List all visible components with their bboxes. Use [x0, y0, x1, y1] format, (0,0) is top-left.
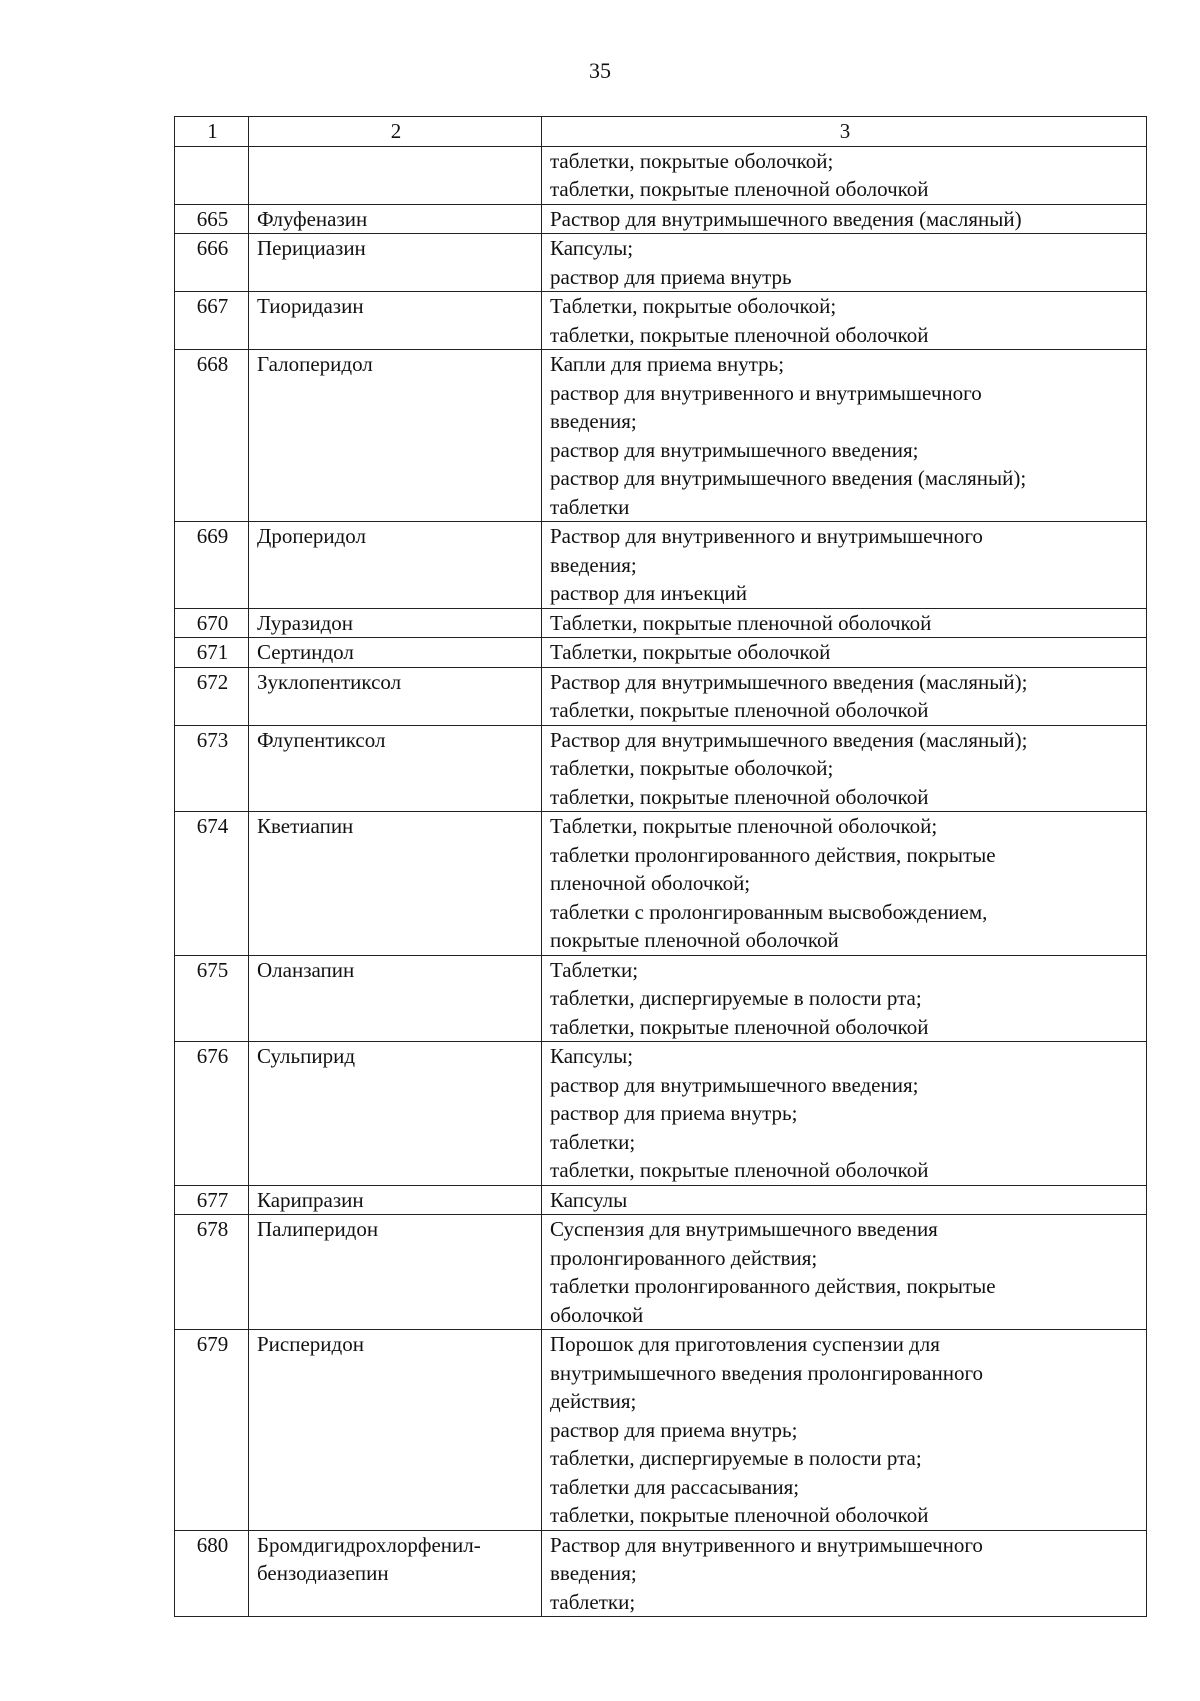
table-row — [175, 234, 1147, 292]
column-header-name: 2 — [249, 117, 542, 147]
dosage-form-line: таблетки; — [550, 1589, 636, 1614]
dosage-form-line: Суспензия для внутримышечного введения — [550, 1217, 938, 1241]
drug-name-cell — [249, 608, 542, 638]
dosage-forms-cell — [542, 1530, 1147, 1617]
drug-name-cell — [249, 522, 542, 609]
table-header-row — [175, 117, 1147, 147]
table-row — [175, 608, 1147, 638]
dosage-form-line: таблетки, покрытые оболочкой; — [550, 148, 834, 173]
drug-name-cell — [249, 234, 542, 292]
dosage-form-line: Таблетки, покрытые оболочкой; — [550, 294, 837, 318]
row-number: 676 — [175, 1042, 249, 1186]
dosage-form-line: пленочной оболочкой; — [550, 871, 751, 895]
drug-name: Тиоридазин — [257, 294, 364, 318]
table-row — [175, 204, 1147, 234]
dosage-forms-cell — [542, 667, 1147, 725]
dosage-forms-cell — [542, 234, 1147, 292]
drug-name — [257, 147, 535, 176]
dosage-form-line: Капли для приема внутрь; — [550, 352, 785, 376]
dosage-form-line: Таблетки, покрытые пленочной оболочкой — [550, 610, 932, 635]
dosage-form-line: раствор для внутривенного и внутримышечного — [550, 380, 982, 405]
drug-name-cell — [249, 812, 542, 956]
dosage-form-line: таблетки, покрытые пленочной оболочкой — [550, 698, 929, 722]
dosage-form-line: покрытые пленочной оболочкой — [550, 928, 839, 952]
dosage-forms-cell — [542, 812, 1147, 956]
drug-name: Зуклопентиксол — [257, 669, 402, 694]
column-header-number: 1 — [175, 117, 249, 147]
dosage-form-line: таблетки с пролонгированным высвобождением, — [550, 899, 988, 924]
row-number: 674 — [175, 812, 249, 956]
dosage-form-line: таблетки, покрытые пленочной оболочкой — [550, 1014, 929, 1039]
drug-name: бензодиазепин — [257, 1561, 389, 1585]
drug-name: Оланзапин — [257, 957, 355, 982]
drug-name-cell — [249, 292, 542, 350]
dosage-form-line: Раствор для внутримышечного введения (масляный) — [550, 206, 1022, 231]
dosage-form-line: таблетки пролонгированного действия, покрытые — [550, 1274, 996, 1298]
table-row — [175, 725, 1147, 812]
row-number: 679 — [175, 1330, 249, 1531]
dosage-form-line: таблетки, диспергируемые в полости рта; — [550, 1446, 922, 1470]
drug-name: Рисперидон — [257, 1332, 364, 1356]
dosage-form-line: Раствор для внутримышечного введения (масляный); — [550, 727, 1028, 752]
drug-name: Дроперидол — [257, 524, 367, 548]
row-number: 673 — [175, 725, 249, 812]
table-body — [175, 146, 1147, 1617]
dosage-form-line: Таблетки; — [550, 957, 639, 982]
drug-name-cell — [249, 1042, 542, 1186]
dosage-form-line: Капсулы — [550, 1187, 628, 1212]
table-row — [175, 812, 1147, 956]
table-row — [175, 1530, 1147, 1617]
table-row — [175, 1185, 1147, 1215]
row-number: 675 — [175, 955, 249, 1042]
dosage-form-line: таблетки, покрытые пленочной оболочкой — [550, 1503, 929, 1527]
table-row — [175, 292, 1147, 350]
row-number: 669 — [175, 522, 249, 609]
table-row — [175, 1042, 1147, 1186]
dosage-form-line: таблетки — [550, 494, 630, 519]
dosage-form-line: раствор для приема внутрь; — [550, 1101, 798, 1125]
dosage-forms-cell — [542, 955, 1147, 1042]
table-row — [175, 1330, 1147, 1531]
drug-name: Перициазин — [257, 236, 366, 260]
dosage-form-line: введения; — [550, 1561, 637, 1585]
drug-name-cell — [249, 1330, 542, 1531]
table-row — [175, 955, 1147, 1042]
drug-name: Кветиапин — [257, 814, 354, 838]
drug-name: Луразидон — [257, 610, 353, 635]
drug-name: Сульпирид — [257, 1044, 356, 1068]
dosage-form-line: Порошок для приготовления суспензии для — [550, 1332, 940, 1356]
dosage-form-line: Капсулы; — [550, 1044, 634, 1068]
row-number — [175, 146, 249, 204]
row-number: 677 — [175, 1185, 249, 1215]
row-number: 680 — [175, 1530, 249, 1617]
dosage-form-line: раствор для внутримышечного введения; — [550, 1072, 919, 1097]
dosage-form-line: Раствор для внутривенного и внутримышечного — [550, 524, 983, 548]
row-number: 672 — [175, 667, 249, 725]
dosage-form-line: раствор для приема внутрь — [550, 264, 792, 289]
dosage-form-line: Капсулы; — [550, 236, 634, 260]
dosage-form-line: раствор для внутримышечного введения; — [550, 437, 919, 462]
dosage-form-line: таблетки; — [550, 1129, 636, 1154]
drug-name-cell — [249, 350, 542, 522]
dosage-form-line: таблетки, покрытые пленочной оболочкой — [550, 1158, 929, 1182]
dosage-forms-cell — [542, 350, 1147, 522]
table-row — [175, 638, 1147, 668]
drug-table — [174, 116, 1147, 1617]
dosage-forms-cell — [542, 1185, 1147, 1215]
table-row — [175, 522, 1147, 609]
dosage-forms-cell — [542, 146, 1147, 204]
drug-name-cell — [249, 204, 542, 234]
dosage-forms-cell — [542, 725, 1147, 812]
table-row — [175, 1215, 1147, 1330]
dosage-form-line: таблетки, покрытые пленочной оболочкой — [550, 784, 929, 809]
dosage-form-line: раствор для внутримышечного введения (масляный); — [550, 466, 1027, 490]
dosage-forms-cell — [542, 204, 1147, 234]
drug-name: Сертиндол — [257, 640, 354, 664]
dosage-form-line: Раствор для внутривенного и внутримышечного — [550, 1532, 983, 1557]
column-header-forms: 3 — [542, 117, 1147, 147]
drug-name: Галоперидол — [257, 352, 373, 376]
drug-name-cell — [249, 1530, 542, 1617]
drug-name: Палиперидон — [257, 1217, 379, 1241]
dosage-forms-cell — [542, 1042, 1147, 1186]
dosage-forms-cell — [542, 608, 1147, 638]
row-number: 670 — [175, 608, 249, 638]
dosage-forms-cell — [542, 1215, 1147, 1330]
drug-name-cell — [249, 725, 542, 812]
dosage-form-line: Таблетки, покрытые пленочной оболочкой; — [550, 814, 938, 838]
row-number: 666 — [175, 234, 249, 292]
dosage-form-line: действия; — [550, 1389, 637, 1413]
drug-name-cell — [249, 667, 542, 725]
dosage-forms-cell — [542, 1330, 1147, 1531]
dosage-form-line: Таблетки, покрытые оболочкой — [550, 640, 831, 664]
drug-name-cell — [249, 146, 542, 204]
table-row — [175, 350, 1147, 522]
row-number: 665 — [175, 204, 249, 234]
row-number: 668 — [175, 350, 249, 522]
dosage-form-line: внутримышечного введения пролонгированного — [550, 1360, 984, 1385]
drug-name: Карипразин — [257, 1187, 364, 1212]
dosage-form-line: Раствор для внутримышечного введения (масляный); — [550, 669, 1028, 694]
dosage-form-line: раствор для инъекций — [550, 581, 747, 605]
dosage-forms-cell — [542, 522, 1147, 609]
table-row — [175, 667, 1147, 725]
dosage-forms-cell — [542, 292, 1147, 350]
drug-name: Бромдигидрохлорфенил- — [257, 1532, 481, 1557]
dosage-form-line: таблетки для рассасывания; — [550, 1474, 800, 1499]
table-row — [175, 146, 1147, 204]
drug-name: Флупентиксол — [257, 727, 386, 752]
row-number: 671 — [175, 638, 249, 668]
dosage-forms-cell — [542, 638, 1147, 668]
dosage-form-line: таблетки, покрытые пленочной оболочкой — [550, 177, 929, 201]
page-number: 35 — [589, 58, 611, 83]
row-number: 667 — [175, 292, 249, 350]
dosage-form-line: таблетки, покрытые пленочной оболочкой — [550, 322, 929, 347]
drug-name-cell — [249, 638, 542, 668]
dosage-form-line: таблетки пролонгированного действия, покрытые — [550, 842, 996, 867]
drug-name-cell — [249, 955, 542, 1042]
dosage-form-line: таблетки, покрытые оболочкой; — [550, 756, 834, 780]
dosage-form-line: раствор для приема внутрь; — [550, 1417, 798, 1442]
row-number: 678 — [175, 1215, 249, 1330]
dosage-form-line: таблетки, диспергируемые в полости рта; — [550, 986, 922, 1010]
dosage-form-line: пролонгированного действия; — [550, 1245, 818, 1270]
dosage-form-line: оболочкой — [550, 1302, 644, 1327]
drug-name-cell — [249, 1215, 542, 1330]
dosage-form-line: введения; — [550, 552, 637, 577]
dosage-form-line: введения; — [550, 409, 637, 433]
drug-name: Флуфеназин — [257, 206, 368, 231]
drug-name-cell — [249, 1185, 542, 1215]
